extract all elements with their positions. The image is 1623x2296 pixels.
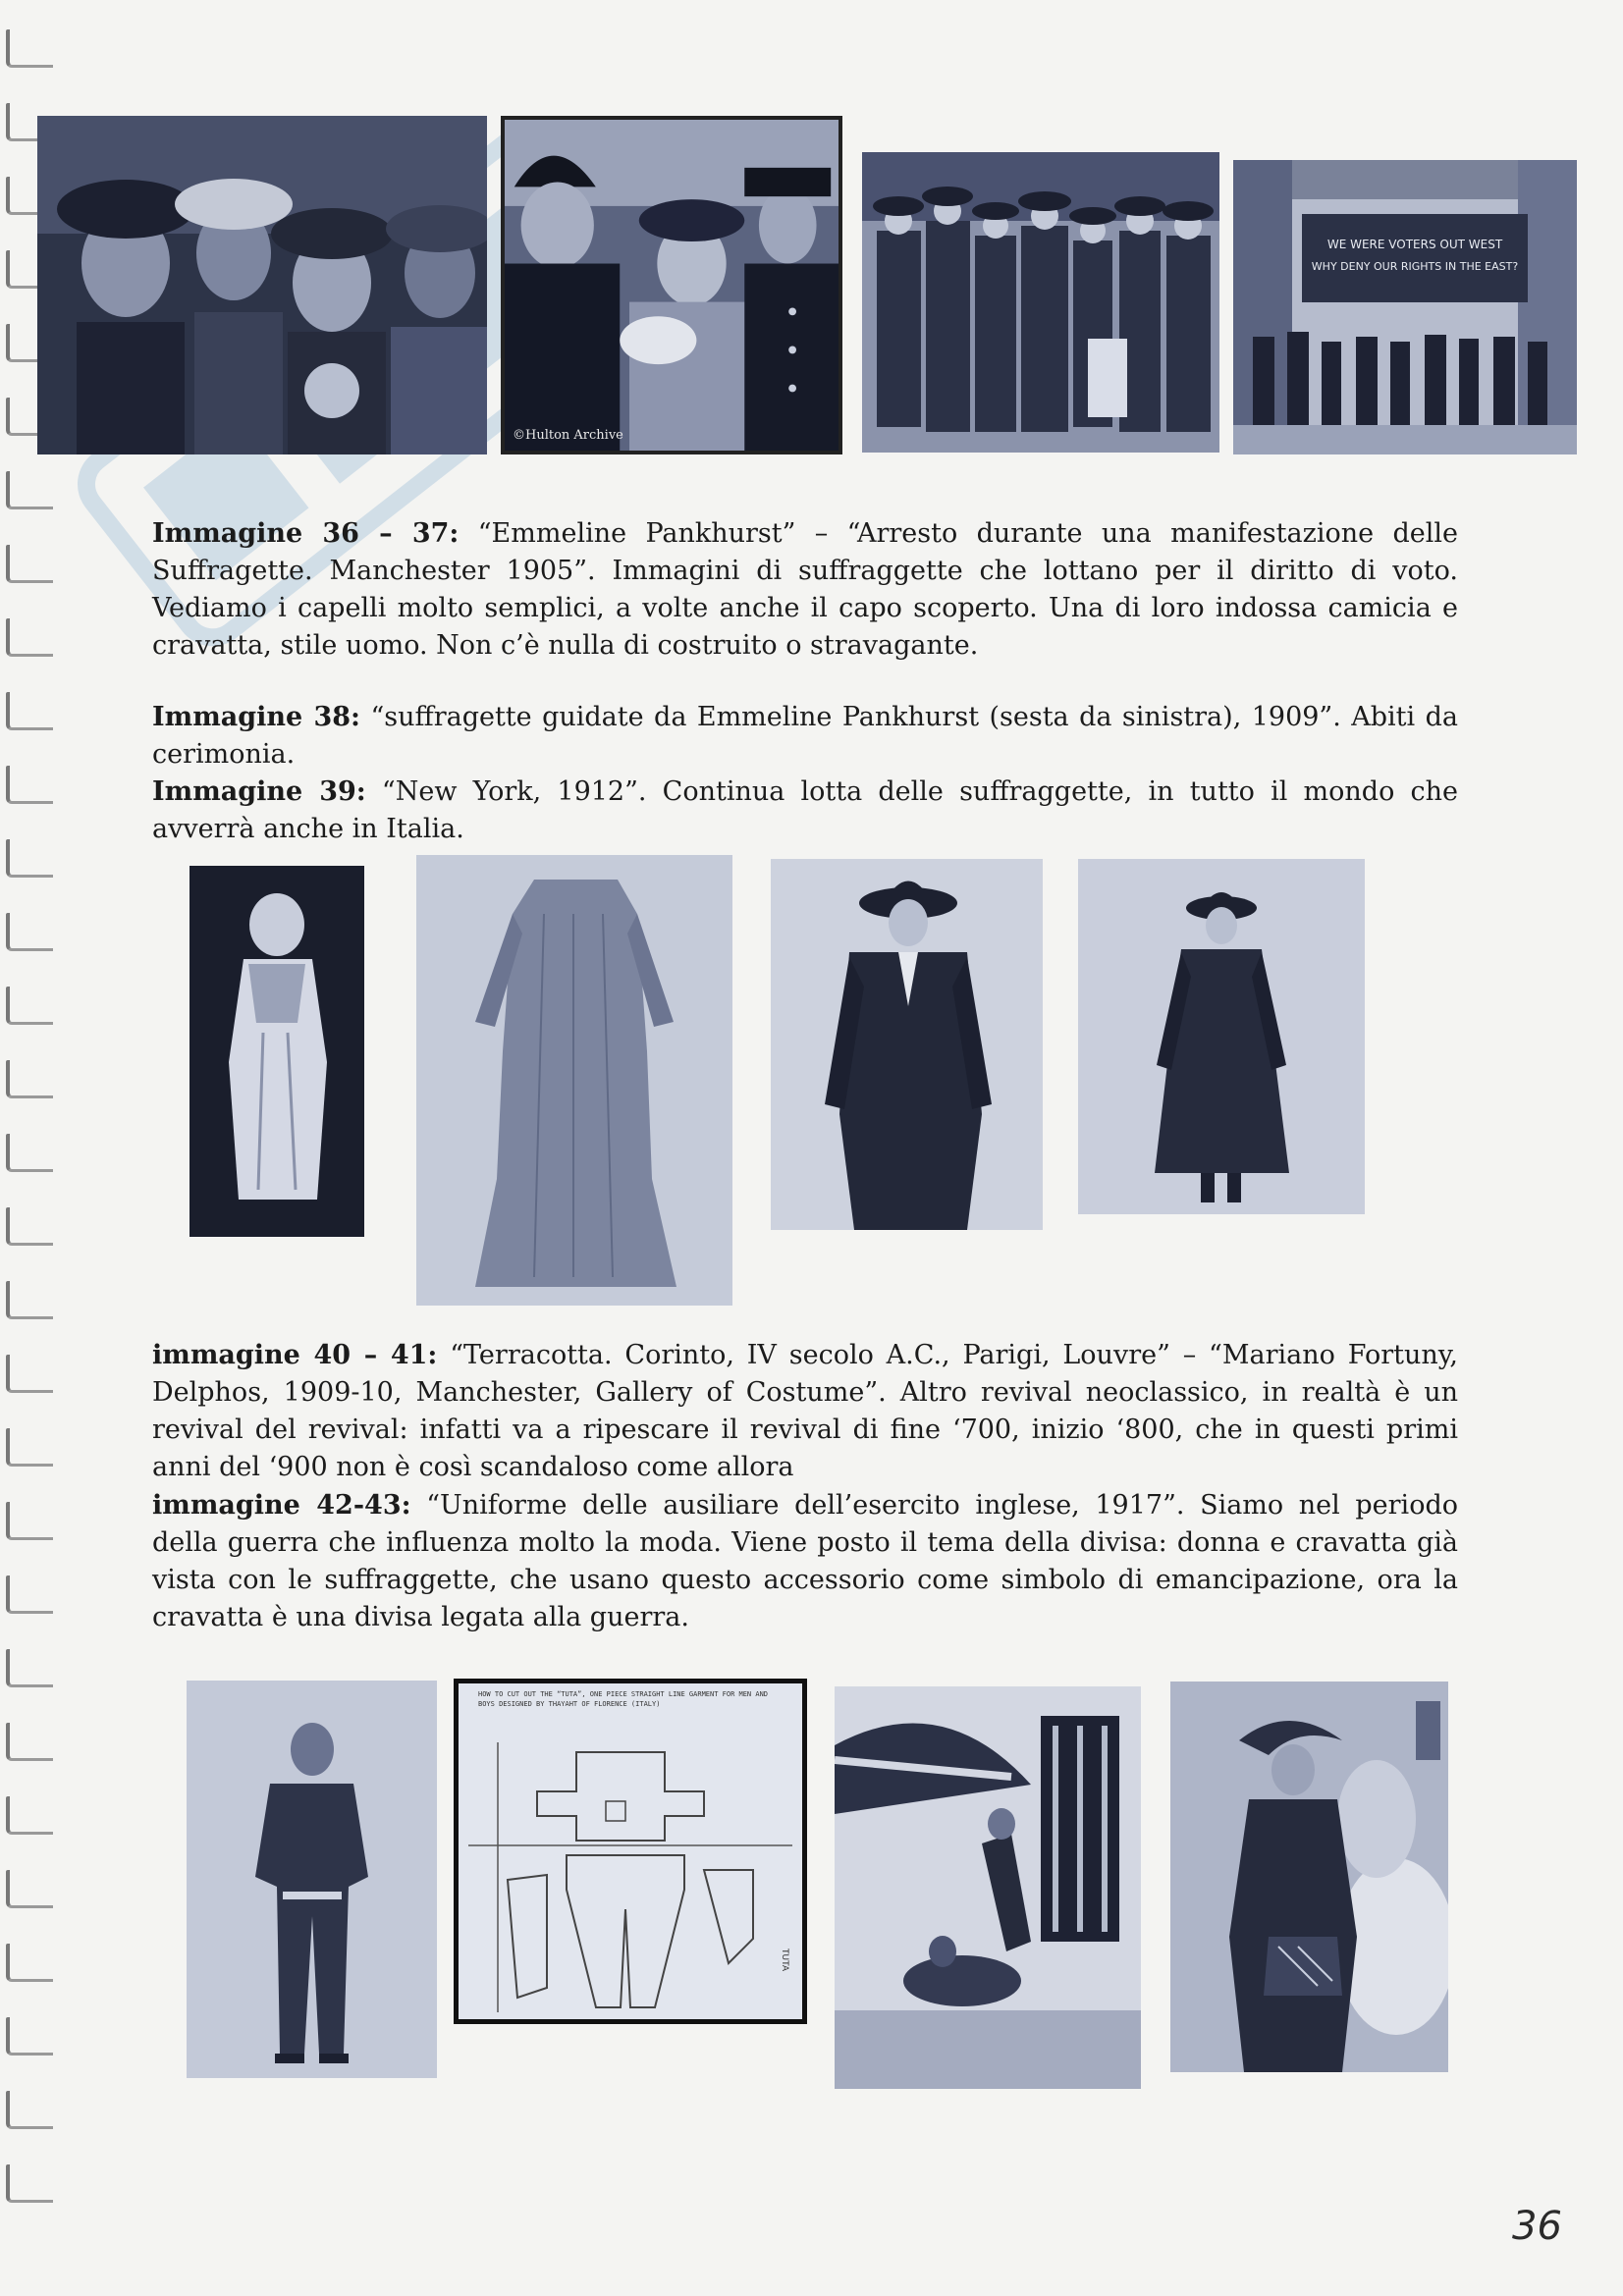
photo-suffragettes-1909 [862, 152, 1219, 453]
photo-emmeline-pankhurst [37, 116, 487, 454]
binding-ring [6, 618, 53, 657]
binding-ring [6, 766, 53, 804]
binding-ring [6, 1207, 53, 1246]
photo-terracotta-corinto [189, 866, 364, 1237]
binding-ring [6, 2091, 53, 2129]
photo-arrest-manchester [501, 116, 842, 454]
binding-ring [6, 2164, 53, 2203]
binding-ring [6, 471, 53, 509]
hulton-archive-credit: ©Hulton Archive [513, 428, 623, 443]
binding-ring [6, 2017, 53, 2056]
caption-immagine-38: Immagine 38: “suffragette guidate da Emmeline Pankhurst (sesta da sinistra), 1909”. Abiti da cerimonia. [152, 702, 1458, 770]
caption-immagine-39: Immagine 39: “New York, 1912”. Continua lotta delle suffraggette, in tutto il mondo che avverrà anche in Italia. [152, 776, 1458, 844]
binding-ring [6, 1355, 53, 1393]
pattern-side-label: TUTA [780, 1949, 789, 1972]
binding-ring [6, 1281, 53, 1319]
binding-ring [6, 692, 53, 730]
photo-new-york-1912 [1233, 160, 1577, 454]
page-number: 36 [1512, 2204, 1562, 2249]
binding-ring [6, 1502, 53, 1540]
photo-uniform-1917-a [771, 859, 1043, 1230]
binding-ring [6, 1428, 53, 1467]
photo-tuta-pattern [454, 1679, 807, 2024]
binding-ring [6, 29, 53, 68]
binding-ring [6, 1060, 53, 1098]
caption-immagine-36-37: Immagine 36 – 37: “Emmeline Pankhurst” – “Arresto durante una manifestazione delle Suffragette. Manchester 1905”. Immagini di suffraggette che lottano per il diritto di voto. Vediamo i capelli molto semplici, a volte anche il capo scoperto. Una di loro indossa camicia e cravatta, stile uomo. Non c’è nulla di costruito o stravagante. [152, 518, 1458, 661]
pattern-heading: HOW TO CUT OUT THE “TUTA”, ONE PIECE STRAIGHT LINE GARMENT FOR MEN AND BOYS DESIGNED BY THAYAHT OF FLORENCE (ITALY) [478, 1690, 769, 1708]
banner-text-line2: WHY DENY OUR RIGHTS IN THE EAST? [1311, 260, 1519, 273]
caption-immagine-42-43: immagine 42-43: “Uniforme delle ausiliare dell’esercito inglese, 1917”. Siamo nel periodo della guerra che influenza molto la moda. Viene posto il tema della divisa: donna e cravatta già vista con le suffraggette, che usano questo accessorio come simbolo di emancipazione, ora la cravatta è una divisa legata alla guerra. [152, 1490, 1458, 1632]
binding-ring [6, 839, 53, 878]
binding-ring [6, 1134, 53, 1172]
photo-man-in-tuta [187, 1681, 437, 2078]
binding-ring [6, 913, 53, 951]
binding-ring [6, 545, 53, 583]
photo-1920s-fashion [1170, 1682, 1448, 2072]
banner-text-line1: WE WERE VOTERS OUT WEST [1326, 238, 1503, 251]
binding-ring [6, 1870, 53, 1908]
photo-uniform-1917-b [1078, 859, 1365, 1214]
binding-ring [6, 1575, 53, 1614]
binding-ring [6, 1796, 53, 1835]
binding-ring [6, 1649, 53, 1687]
photo-fortuny-delphos [416, 855, 732, 1306]
caption-immagine-40-41: immagine 40 – 41: “Terracotta. Corinto, IV secolo A.C., Parigi, Louvre” – “Mariano Fortuny, Delphos, 1909-10, Manchester, Gallery of Costume”. Altro revival neoclassico, in realtà è un revival del revival: infatti va a ripescare il revival di fine ‘700, inizio ‘800, che in questi primi anni del ‘900 non è così scandaloso come allora [152, 1340, 1458, 1482]
binding-ring [6, 1723, 53, 1761]
binding-ring [6, 987, 53, 1025]
binding-ring [6, 1944, 53, 1982]
photo-beach-scene [835, 1686, 1141, 2089]
